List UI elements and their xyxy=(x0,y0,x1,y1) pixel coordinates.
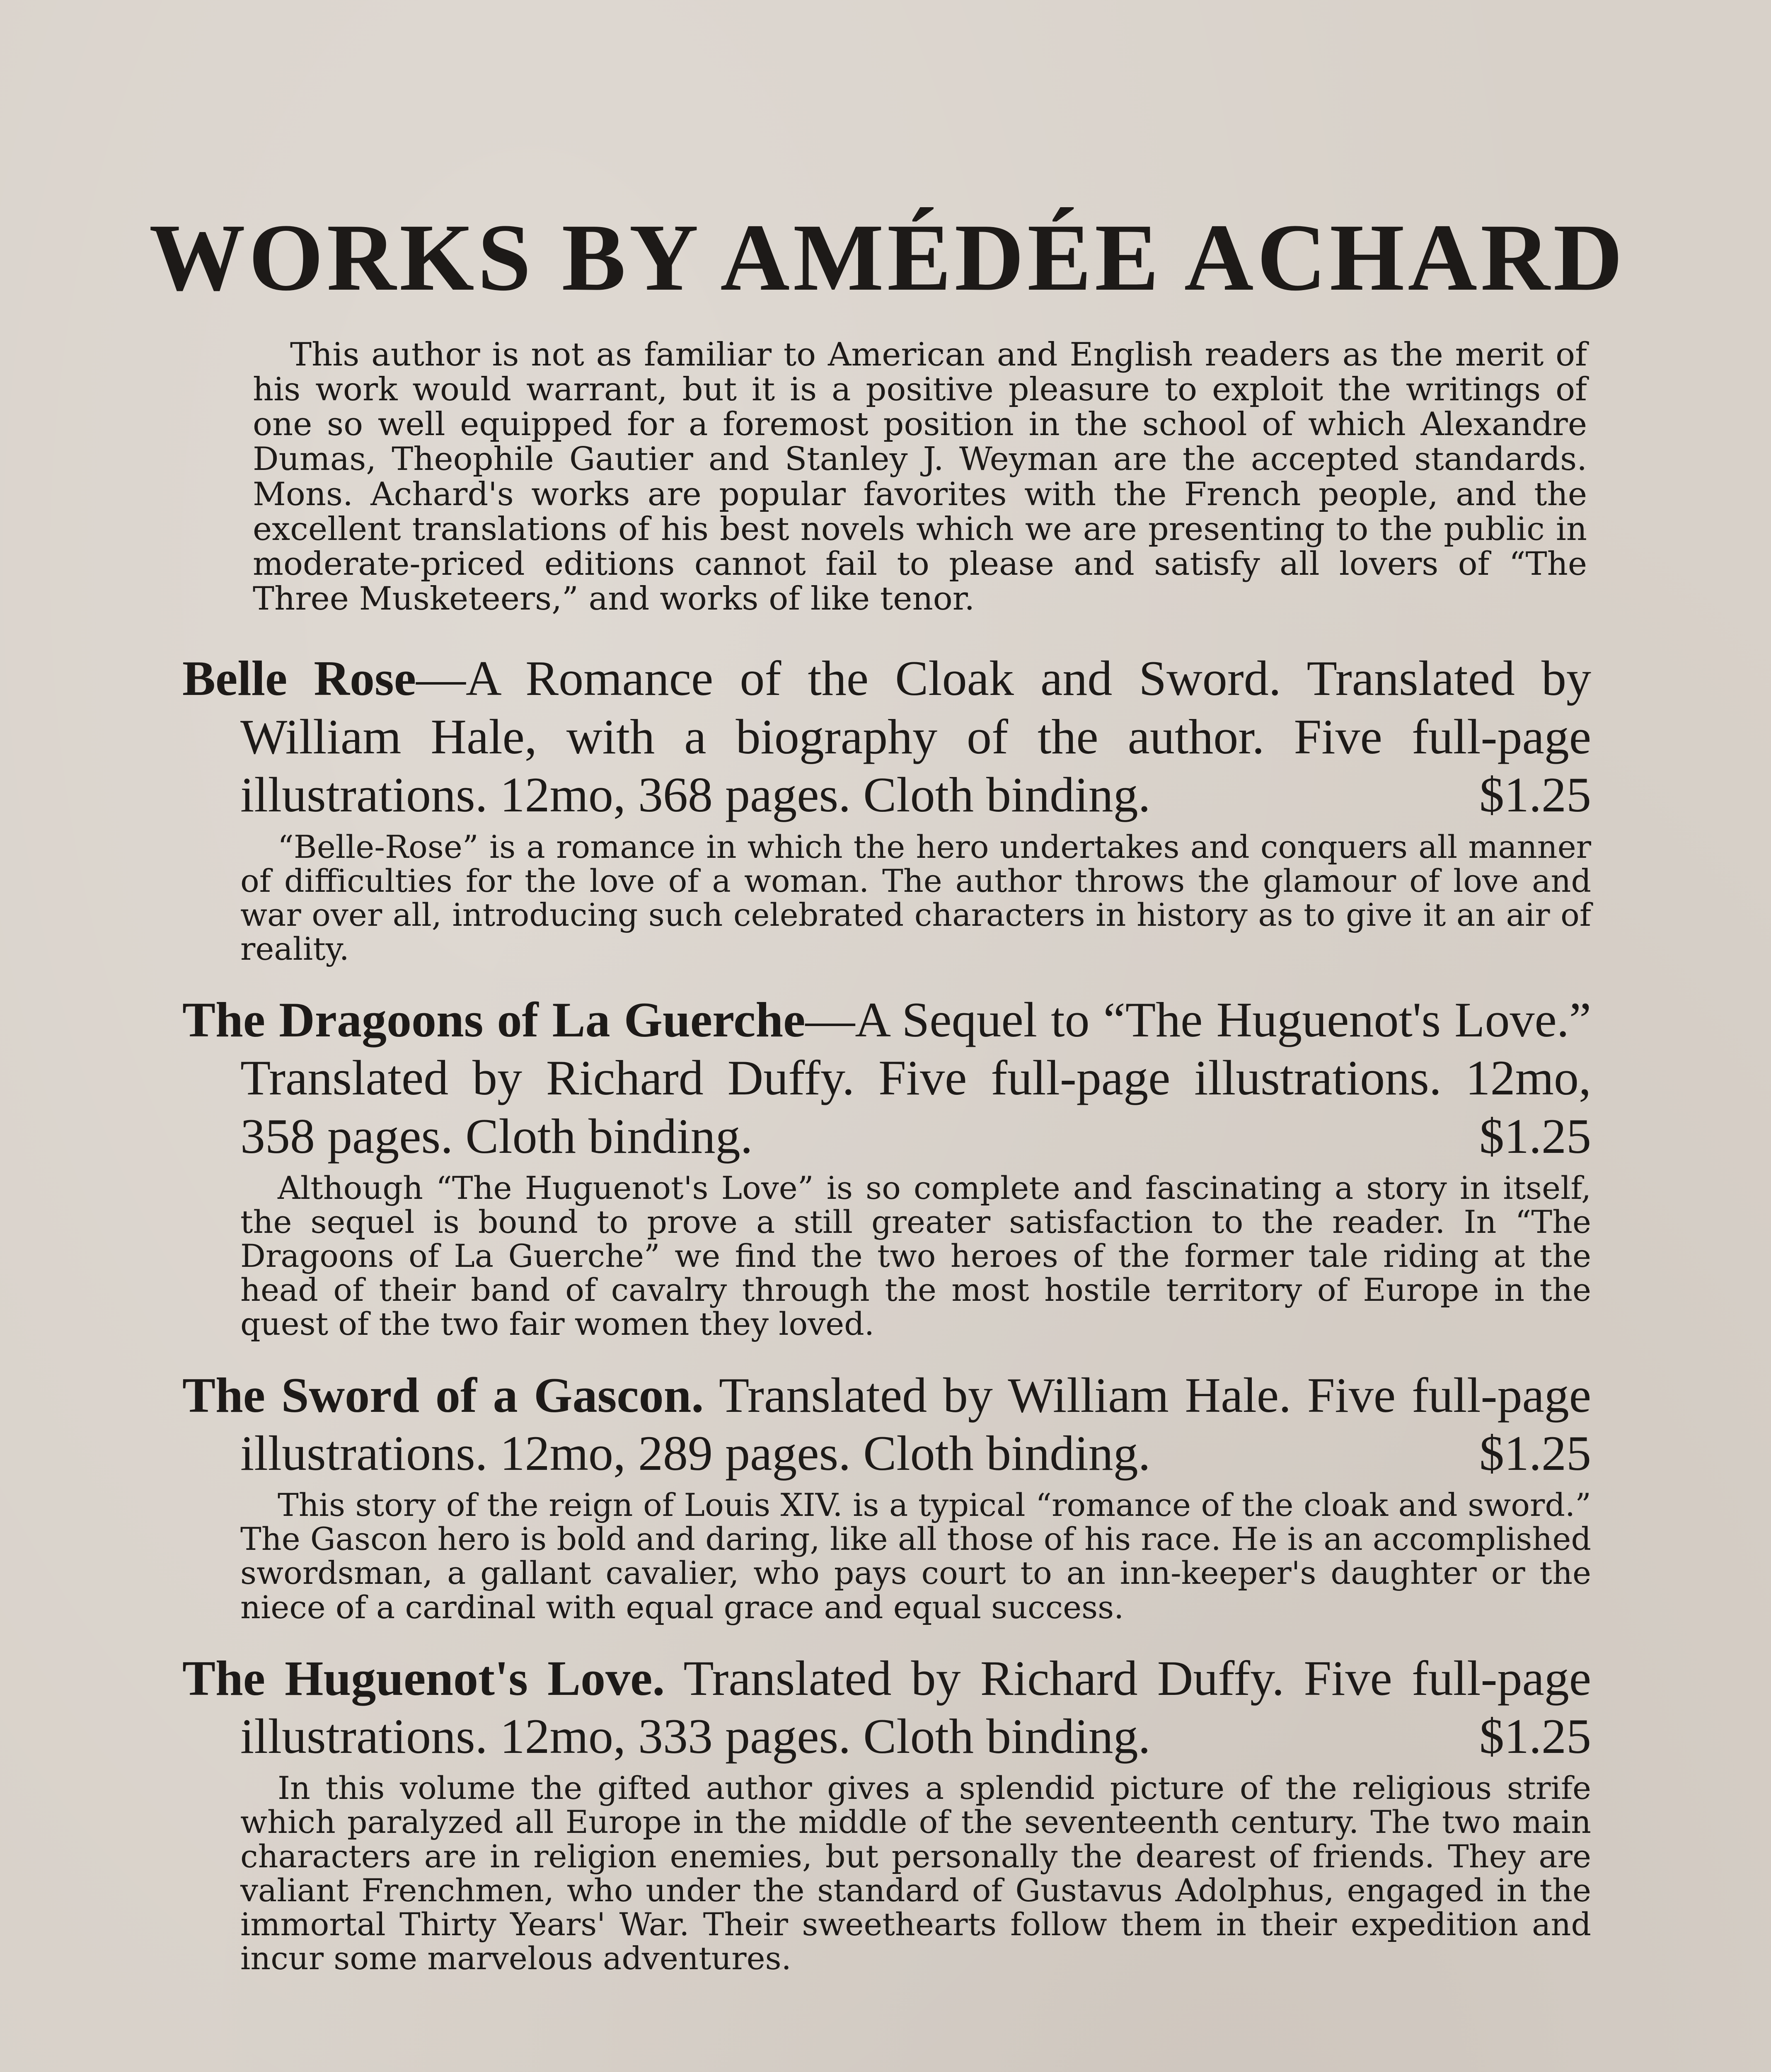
book-heading xyxy=(182,991,1591,1165)
book-price: $1.25 xyxy=(1479,1425,1591,1481)
book-title: The Sword of a Gascon. xyxy=(182,1367,704,1423)
book-description: This story of the reign of Louis XIV. is a typical “romance of the cloak and sword.” The Gascon hero is bold and daring, like all those of his race. He is an accomplished swordsman, a gallant cavalier, who pays court to an inn-keeper's daughter or the niece of a cardinal with equal grace and equal success. xyxy=(240,1486,1591,1626)
book-description: “Belle-Rose” is a romance in which the hero undertakes and conquers all manner of difficulties for the love of a woman. The author throws the glamour of love and war over all, introducing such celebrated characters in history as to give it an air of reality. xyxy=(240,828,1591,967)
intro-paragraph: This author is not as familiar to American and English readers as the merit of his work would warrant, but it is a positive pleasure to exploit the writings of one so well equipped for a foremost position in the school of which Alexandre Dumas, Theophile Gautier and Stanley J. Weyman are the accepted standards. Mons. Achard's works are popular favorites with the French people, and the excellent translations of his best novels which we are presenting to the public in moderate-priced editions cannot fail to please and satisfy all lovers of “The Three Musketeers,” and works of like tenor. xyxy=(253,336,1587,618)
book-heading xyxy=(182,649,1591,824)
book-title: The Dragoons of La Guerche xyxy=(182,992,806,1047)
book-price: $1.25 xyxy=(1479,1108,1591,1164)
book-price: $1.25 xyxy=(1479,767,1591,823)
book-details: Translated by William Hale. Five full-page illustrations. 12mo, 289 pages. Cloth binding. xyxy=(240,1367,1592,1481)
book-details: —A Sequel to “The Huguenot's Love.” Translated by Richard Duffy. Five full-page illustrations. 12mo, 358 pages. Cloth binding. xyxy=(240,992,1591,1164)
book-description: Although “The Huguenot's Love” is so complete and fascinating a story in itself, the sequel is bound to prove a still greater satisfaction to the reader. In “The Dragoons of La Guerche” we find the two heroes of the former tale riding at the head of their band of cavalry through the most hostile territory of Europe in the quest of the two fair women they loved. xyxy=(240,1169,1591,1343)
book-title: The Huguenot's Love. xyxy=(182,1650,665,1706)
page-title: WORKS BY AMÉDÉE ACHARD xyxy=(149,204,1626,311)
book-heading xyxy=(182,1366,1592,1483)
book-entry-dragoons xyxy=(182,991,1591,1341)
book-entry-belle-rose xyxy=(182,649,1591,966)
book-details: —A Romance of the Cloak and Sword. Translated by William Hale, with a biography of the author. Five full-page illustrations. 12mo, 368 pages. Cloth binding. xyxy=(240,651,1591,823)
book-description: In this volume the gifted author gives a splendid picture of the religious strife which paralyzed all Europe in the middle of the seventeenth century. The two main characters are in religion enemies, but personally the dearest of friends. They are valiant Frenchmen, who under the standard of Gustavus Adolphus, engaged in the immortal Thirty Years' War. Their sweethearts follow them in their expedition and incur some marvelous adventures. xyxy=(240,1769,1591,1977)
book-details: Translated by Richard Duffy. Five full-page illustrations. 12mo, 333 pages. Cloth binding. xyxy=(240,1650,1591,1764)
content xyxy=(149,204,1626,2000)
book-title: Belle Rose xyxy=(182,651,416,706)
book-heading xyxy=(182,1649,1591,1766)
book-entry-huguenots-love xyxy=(182,1649,1591,1975)
book-price: $1.25 xyxy=(1479,1709,1591,1764)
book-entry-sword-of-a-gascon xyxy=(182,1366,1591,1624)
